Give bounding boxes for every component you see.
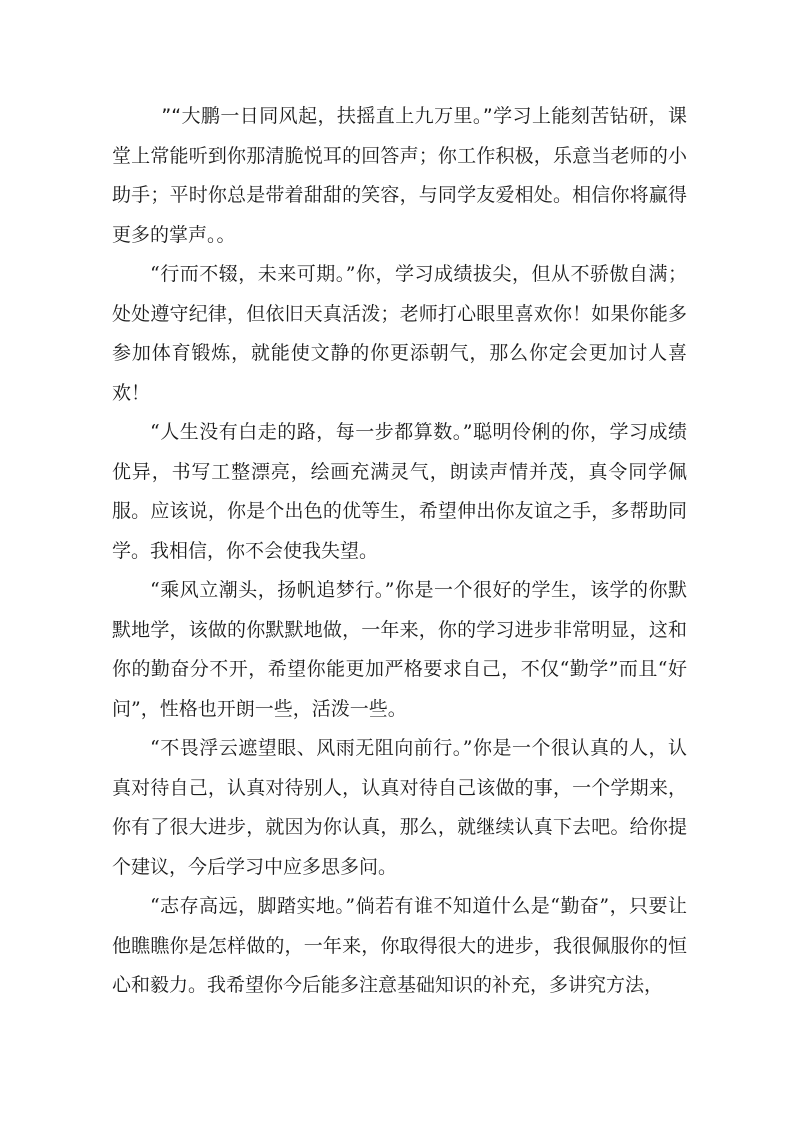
paragraph-3: “人生没有白走的路，每一步都算数。”聪明伶俐的你，学习成绩优异，书写工整漂亮，绘画充满灵气，朗读声情并茂，真令同学佩服。应该说，你是个出色的优等生，希望伸出你友谊之手，多帮助同学。我相信，你不会使我失望。 xyxy=(112,421,687,562)
paragraph-2: “行而不辍，未来可期。”你，学习成绩拔尖，但从不骄傲自满；处处遵守纪律，但依旧天真活泼；老师打心眼里喜欢你！如果你能多参加体育锻炼，就能使文静的你更添朝气，那么你定会更加讨人喜欢！ xyxy=(112,263,687,404)
paragraph-4: “乘风立潮头，扬帆追梦行。”你是一个很好的学生，该学的你默默地学，该做的你默默地做，一年来，你的学习进步非常明显，这和你的勤奋分不开，希望你能更加严格要求自己，不仅“勤学”而且“好问”，性格也开朗一些，活泼一些。 xyxy=(112,579,687,720)
paragraph-1 xyxy=(112,97,687,255)
document-body xyxy=(112,97,687,1006)
paragraph-1-lead: ”“大鹏一日同风起，扶摇直上九万里。”学习上能刻苦钻研， xyxy=(161,105,668,127)
paragraph-6: “志存高远，脚踏实地。”倘若有谁不知道什么是“勤奋”，只要让他瞧瞧你是怎样做的，一年来，你取得很大的进步，我很佩服你的恒心和毅力。我希望你今后能多注意基础知识的补充，多讲究方法， xyxy=(112,895,687,996)
paragraph-1-text: 课堂上常能听到你那清脆悦耳的回答声；你工作积极，乐意当老师的小助手；平时你总是带着甜甜的笑容，与同学友爱相处。相信你将赢得更多的掌声。。 xyxy=(112,105,687,246)
paragraph-5: “不畏浮云遮望眼、风雨无阻向前行。”你是一个很认真的人，认真对待自己，认真对待别人，认真对待自己该做的事，一个学期来，你有了很大进步，就因为你认真，那么，就继续认真下去吧。给你提个建议，今后学习中应多思多问。 xyxy=(112,737,687,878)
